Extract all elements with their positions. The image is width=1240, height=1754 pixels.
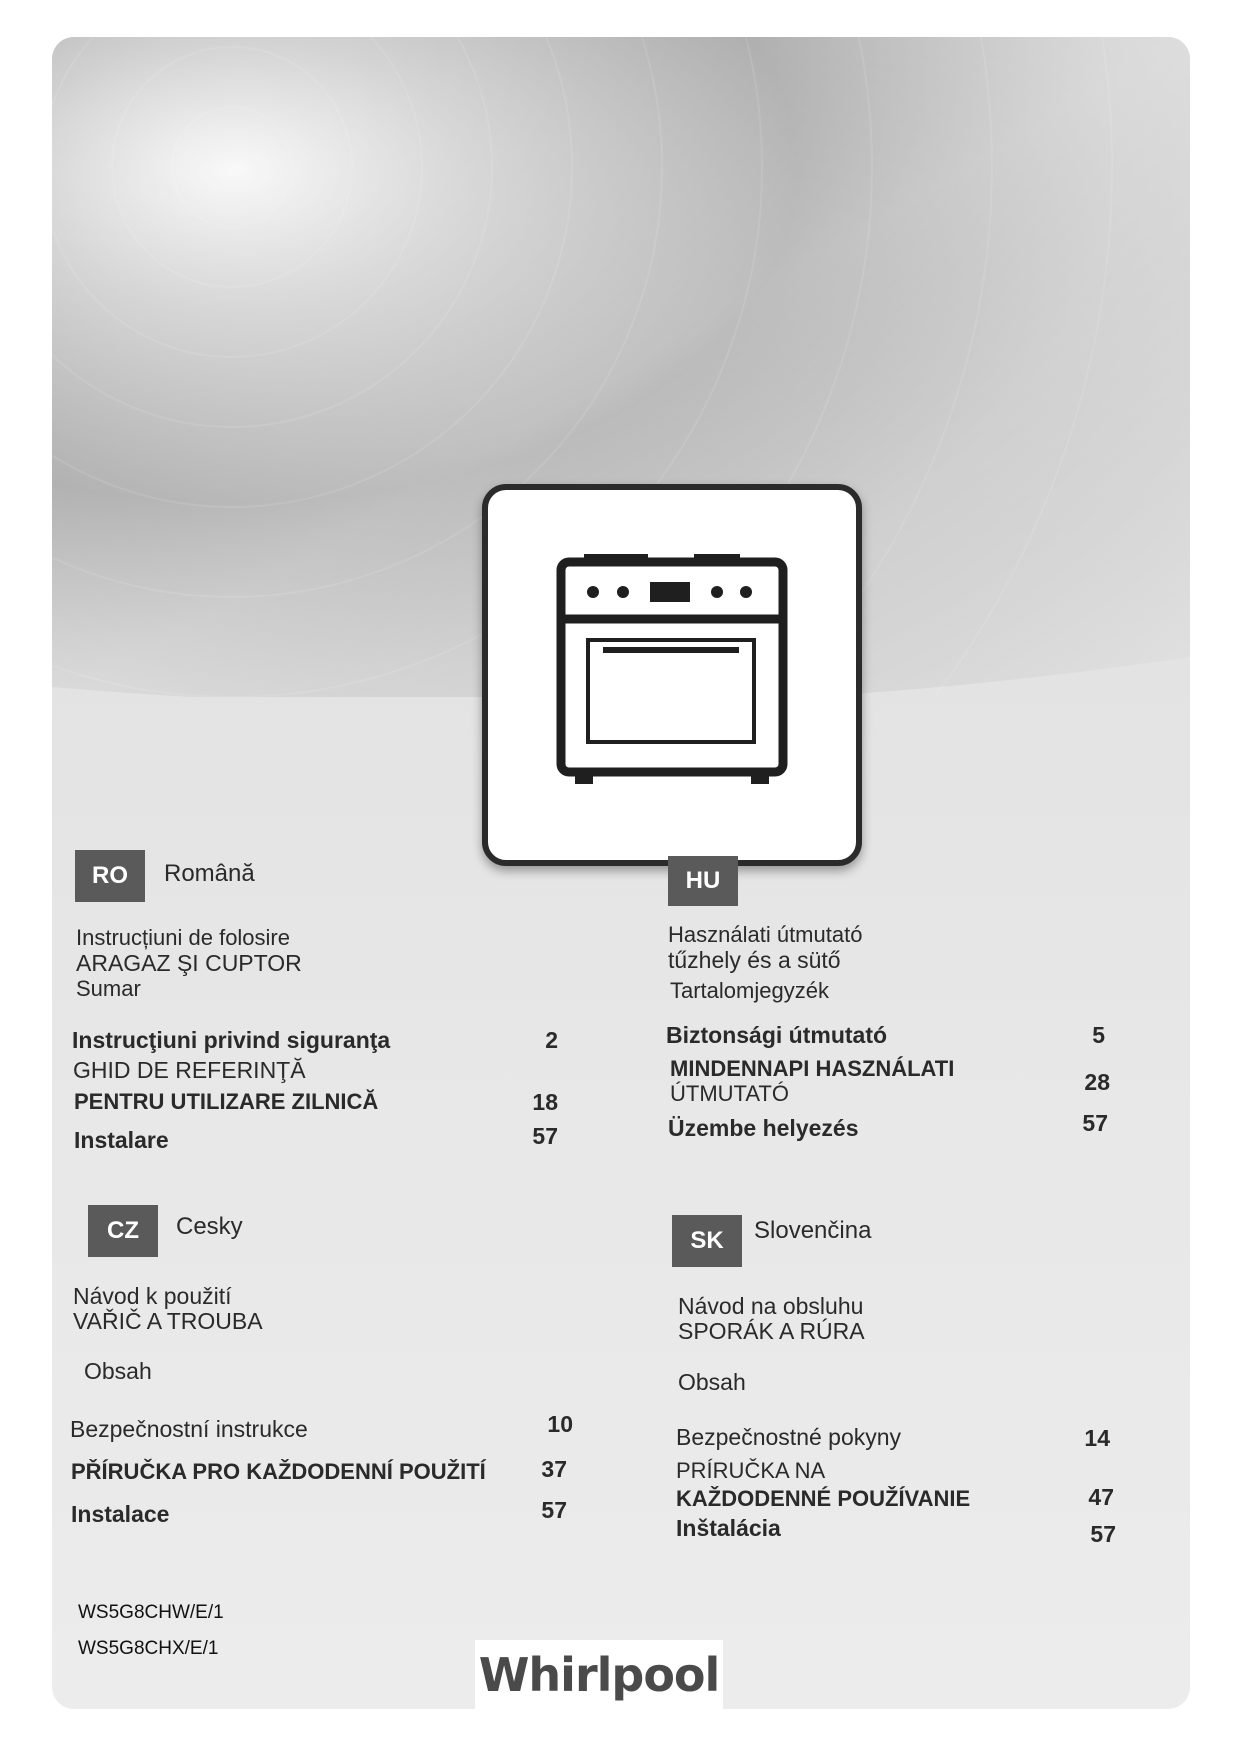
hu-toc-item-1[interactable]: Biztonsági útmutató: [666, 1022, 888, 1048]
hu-toc-item-2[interactable]: MINDENNAPI HASZNÁLATI: [670, 1056, 955, 1081]
cz-toc-item-3[interactable]: Instalace: [71, 1501, 170, 1527]
ro-toc-item-1[interactable]: Instrucţiuni privind siguranţa: [72, 1027, 391, 1053]
ro-toc-item-4[interactable]: Instalare: [74, 1127, 169, 1153]
sk-title: Návod na obsluhu: [678, 1293, 864, 1319]
cz-toc-page-1: 10: [547, 1411, 573, 1437]
whirlpool-logo: Whirlpool: [475, 1640, 723, 1710]
ro-toc-item-3[interactable]: PENTRU UTILIZARE ZILNICĂ: [74, 1089, 379, 1114]
sk-subtitle: SPORÁK A RÚRA: [678, 1318, 865, 1344]
cz-toc-page-2: 37: [541, 1456, 567, 1482]
sk-toc-item-1[interactable]: Bezpečnostné pokyny: [676, 1424, 902, 1450]
lang-badge-hu: HU: [668, 856, 738, 906]
hu-toc-page-4: 57: [1082, 1110, 1108, 1136]
cooker-oven-icon: [488, 490, 856, 860]
lang-badge-ro: RO: [75, 850, 145, 902]
ro-summary: Sumar: [76, 976, 141, 1001]
hu-toc-item-3: ÚTMUTATÓ: [670, 1081, 789, 1106]
cz-title: Návod k použití: [73, 1283, 232, 1309]
ro-title: Instrucțiuni de folosire: [76, 925, 290, 950]
hu-toc-page-2: 28: [1084, 1069, 1110, 1095]
ro-toc-page-4: 57: [532, 1123, 558, 1149]
hu-toc-page-1: 5: [1092, 1022, 1105, 1048]
ro-subtitle: ARAGAZ ŞI CUPTOR: [76, 950, 302, 976]
cz-toc-item-2[interactable]: PŘÍRUČKA PRO KAŽDODENNÍ POUŽITÍ: [71, 1459, 486, 1484]
sk-toc-item-4[interactable]: Inštalácia: [676, 1515, 781, 1541]
sk-summary: Obsah: [678, 1369, 746, 1395]
product-icon-box: [482, 484, 862, 866]
cz-summary: Obsah: [84, 1358, 152, 1384]
model-number-2: WS5G8CHX/E/1: [78, 1638, 219, 1659]
hu-toc-item-4[interactable]: Üzembe helyezés: [668, 1115, 859, 1141]
lang-name-sk: Slovenčina: [754, 1217, 872, 1244]
ro-toc-page-3: 18: [532, 1089, 558, 1115]
cz-toc-item-1[interactable]: Bezpečnostní instrukce: [70, 1416, 308, 1442]
sk-toc-item-2[interactable]: PRÍRUČKA NA: [676, 1458, 826, 1483]
hu-title: Használati útmutató: [668, 922, 863, 947]
sk-toc-page-3: 47: [1088, 1484, 1114, 1510]
lang-badge-cz: CZ: [88, 1205, 158, 1257]
cz-subtitle: VAŘIČ A TROUBA: [73, 1308, 263, 1334]
sk-toc-page-1: 14: [1084, 1425, 1110, 1451]
sk-toc-item-3[interactable]: KAŽDODENNÉ POUŽÍVANIE: [676, 1486, 971, 1511]
model-number-1: WS5G8CHW/E/1: [78, 1602, 224, 1623]
ro-toc-page-1: 2: [545, 1027, 558, 1053]
ro-toc-item-2[interactable]: GHID DE REFERINŢĂ: [73, 1057, 306, 1083]
lang-name-ro: Română: [164, 860, 255, 887]
lang-name-cz: Cesky: [176, 1213, 243, 1240]
cz-toc-page-3: 57: [541, 1497, 567, 1523]
hu-subtitle: tűzhely és a sütő: [668, 947, 841, 973]
lang-badge-sk: SK: [672, 1215, 742, 1267]
hu-summary: Tartalomjegyzék: [670, 978, 829, 1003]
sk-toc-page-4: 57: [1090, 1521, 1116, 1547]
